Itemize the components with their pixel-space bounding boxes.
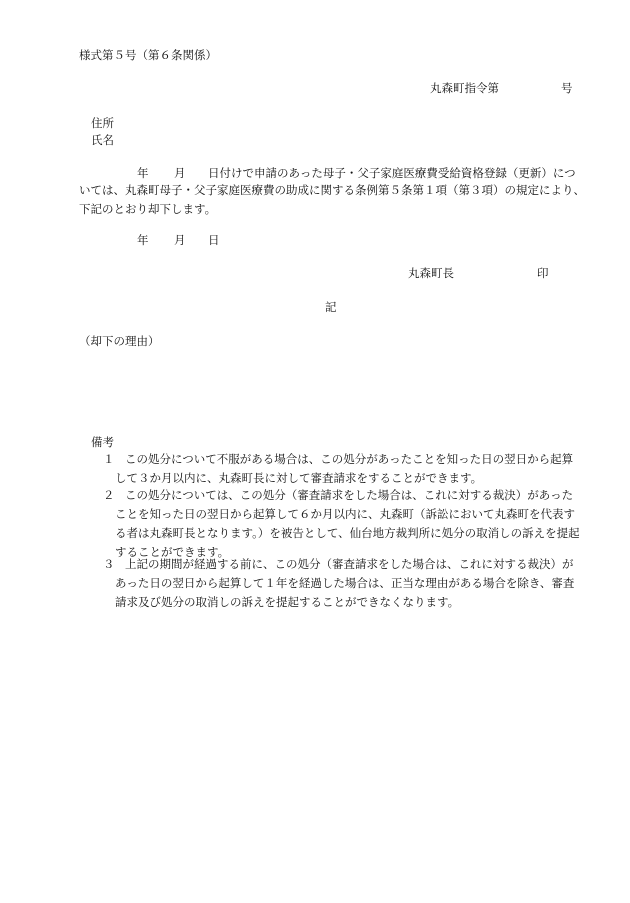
note-line: る者は丸森町長となります。）を被告として、仙台地方裁判所に処分の取消しの訴えを提起 bbox=[115, 526, 580, 540]
form-number: 様式第５号（第６条関係） bbox=[79, 48, 217, 62]
note-number: ３ bbox=[103, 557, 115, 571]
application-month-label: 月 bbox=[174, 166, 186, 180]
issue-month-label: 月 bbox=[174, 233, 186, 247]
notes-heading: 備考 bbox=[91, 435, 114, 449]
note-number: １ bbox=[103, 452, 115, 466]
note-line: 請求及び処分の取消しの訴えを提起することができなくなります。 bbox=[115, 595, 460, 609]
reason-label: （却下の理由） bbox=[79, 334, 160, 348]
issue-year-label: 年 bbox=[137, 233, 149, 247]
issue-day-label: 日 bbox=[208, 233, 220, 247]
reference-prefix: 丸森町指令第 bbox=[430, 81, 499, 95]
note-line: この処分については、この処分（審査請求をした場合は、これに対する裁決）があった bbox=[125, 488, 574, 502]
body-first-line: 日付けで申請のあった母子・父子家庭医療費受給資格登録（更新）につ bbox=[208, 166, 576, 180]
reference-suffix: 号 bbox=[561, 81, 573, 95]
body-line: いては、丸森町母子・父子家庭医療費の助成に関する条例第５条第１項（第３項）の規定により、 bbox=[79, 183, 585, 197]
note-number: ２ bbox=[103, 488, 115, 502]
note-line: ことを知った日の翌日から起算して６か月以内に、丸森町（訴訟において丸森町を代表す bbox=[115, 507, 575, 521]
note-line: 上記の期間が経過する前に、この処分（審査請求をした場合は、これに対する裁決）が bbox=[125, 557, 574, 571]
issuer-title: 丸森町長 bbox=[408, 266, 454, 280]
name-label: 氏名 bbox=[91, 133, 114, 147]
note-body bbox=[103, 555, 581, 612]
address-label: 住所 bbox=[91, 116, 114, 130]
note-line: することができます。 bbox=[115, 545, 230, 559]
body-line: 下記のとおり却下します。 bbox=[79, 202, 217, 216]
seal-mark: 印 bbox=[537, 266, 549, 280]
body-paragraph bbox=[79, 181, 585, 219]
ki-heading: 記 bbox=[325, 300, 337, 314]
note-line: あった日の翌日から起算して１年を経過した場合は、正当な理由がある場合を除き、審査 bbox=[115, 576, 575, 590]
note-line: して３か月以内に、丸森町長に対して審査請求をすることができます。 bbox=[115, 471, 483, 485]
note-body bbox=[103, 450, 581, 488]
note-line: この処分について不服がある場合は、この処分があったことを知った日の翌日から起算 bbox=[125, 452, 574, 466]
application-year-label: 年 bbox=[137, 166, 149, 180]
note-body bbox=[103, 486, 581, 562]
